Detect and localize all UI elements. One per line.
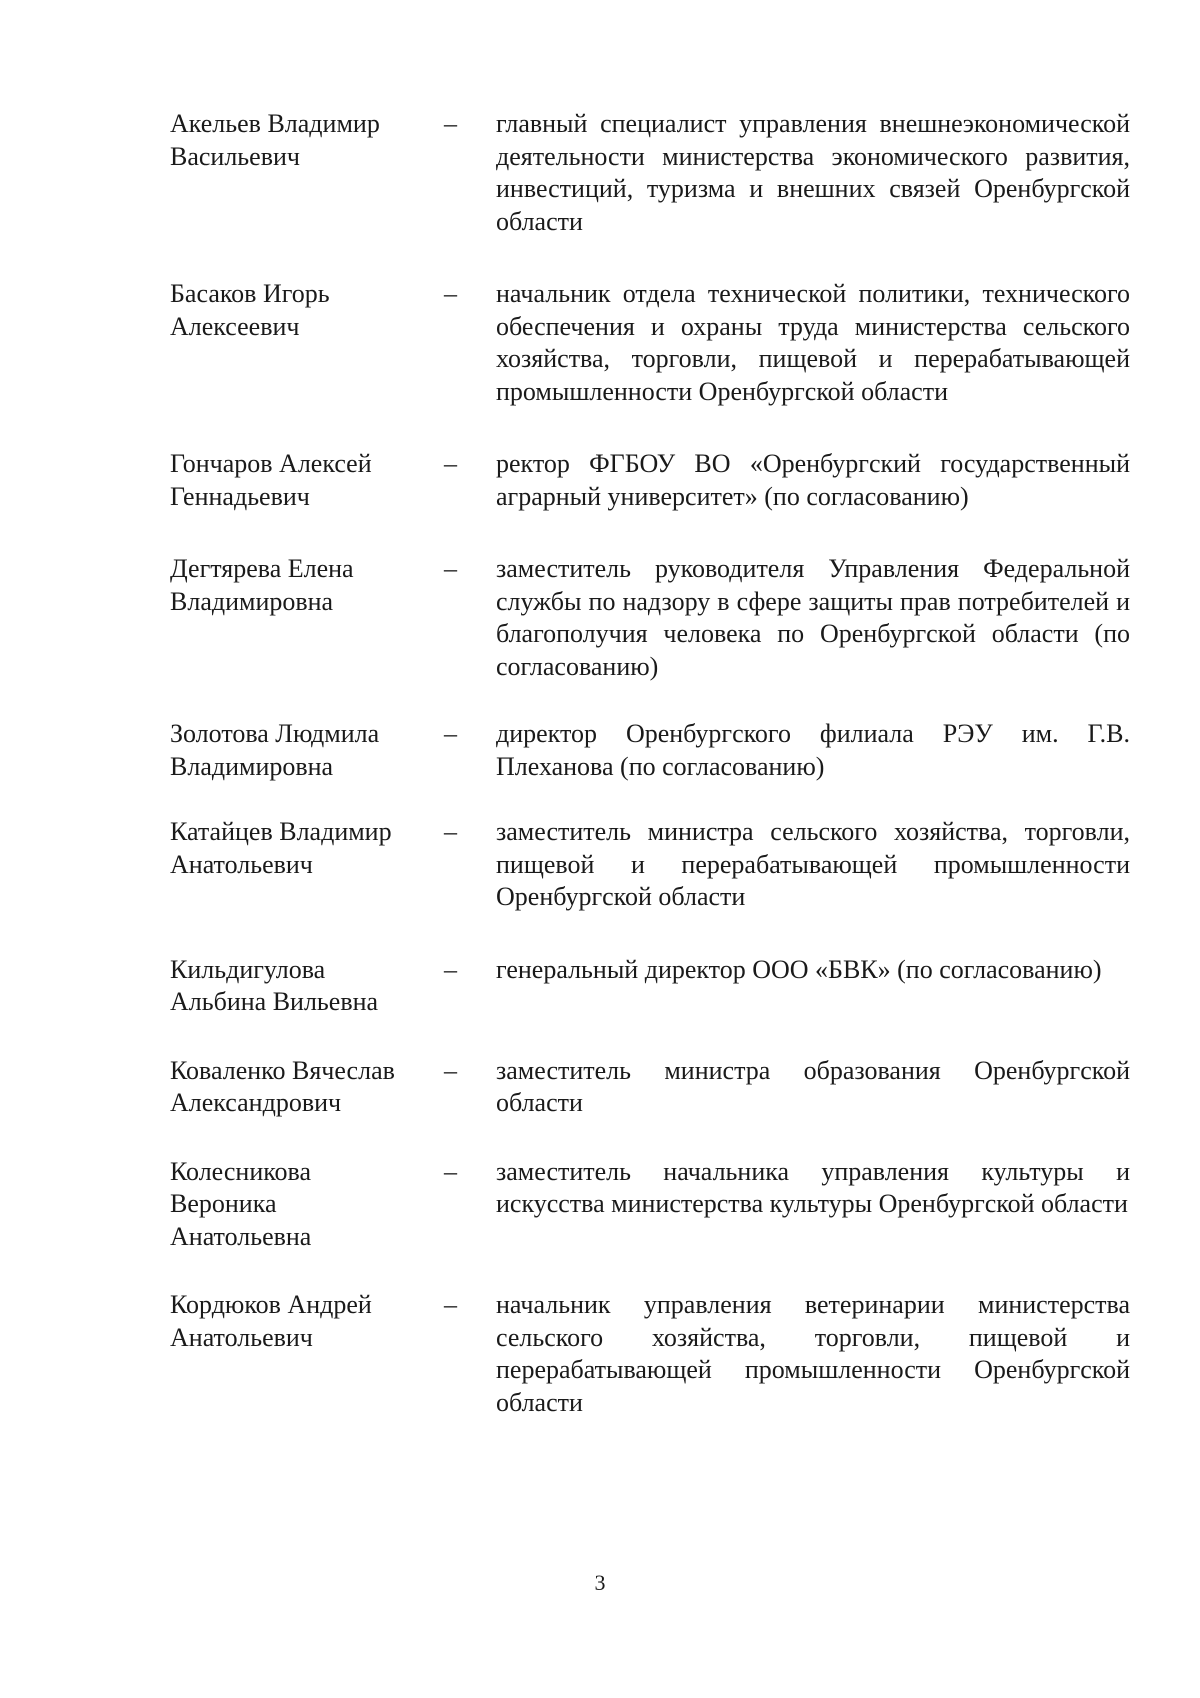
entry-dash: – <box>444 449 457 478</box>
member-name: Золотова Людмила Владимировна <box>170 719 380 781</box>
member-entry <box>170 816 1130 914</box>
member-position: заместитель начальника управления культуры и искусства министерства культуры Оренбургской области <box>496 1156 1130 1218</box>
member-entry <box>170 108 1130 238</box>
member-entry <box>170 1055 1130 1120</box>
entry-dash: – <box>444 1156 457 1186</box>
member-position: заместитель министра сельского хозяйства, торговли, пищевой и перерабатывающей промышленности Оренбургской области <box>496 817 1130 911</box>
member-list <box>170 108 1130 1419</box>
member-position: главный специалист управления внешнеэкономической деятельности министерства экономического развития, инвестиций, туризма и внешних связей Оренбургской области <box>496 109 1130 236</box>
member-name: Дегтярева Елена Владимировна <box>170 554 354 616</box>
member-name: Коваленко Вячеслав Александрович <box>170 1055 395 1117</box>
member-name: Кильдигулова Альбина Вильевна <box>170 954 379 1016</box>
member-entry <box>170 954 1130 1019</box>
member-position: ректор ФГБОУ ВО «Оренбургский государственный аграрный университет» (по согласованию) <box>496 449 1130 511</box>
member-position: генеральный директор ООО «БВК» (по согласованию) <box>496 954 1102 984</box>
entry-dash: – <box>444 954 457 984</box>
entry-dash: – <box>444 1290 457 1319</box>
entry-dash: – <box>444 1055 457 1085</box>
member-position: заместитель министра образования Оренбургской области <box>496 1055 1130 1117</box>
member-entry <box>170 718 1130 783</box>
member-name: Гончаров Алексей Геннадьевич <box>170 449 372 511</box>
entry-dash: – <box>444 109 457 138</box>
entry-dash: – <box>444 279 457 308</box>
member-name: Катайцев Владимир Анатольевич <box>170 817 392 879</box>
member-entry <box>170 1289 1130 1419</box>
member-name: Акельев Владимир Васильевич <box>170 109 380 171</box>
entry-dash: – <box>444 554 457 583</box>
member-position: начальник управления ветеринарии министерства сельского хозяйства, торговли, пищевой и перерабатывающей промышленности Оренбургской области <box>496 1290 1130 1417</box>
entry-dash: – <box>444 719 457 748</box>
member-name: Колесникова Вероника Анатольевна <box>170 1156 312 1251</box>
member-entry <box>170 553 1130 683</box>
member-position: заместитель руководителя Управления Федеральной службы по надзору в сфере защиты прав потребителей и благополучия человека по Оренбургской области (по согласованию) <box>496 554 1130 681</box>
member-name: Кордюков Андрей Анатольевич <box>170 1290 372 1352</box>
entry-dash: – <box>444 817 457 846</box>
page-number: 3 <box>594 1570 606 1595</box>
member-position: начальник отдела технической политики, технического обеспечения и охраны труда министерства сельского хозяйства, торговли, пищевой и перерабатывающей промышленности Оренбургской области <box>496 279 1130 406</box>
member-entry <box>170 448 1130 513</box>
member-entry <box>170 1156 1130 1254</box>
member-entry <box>170 278 1130 408</box>
member-name: Басаков Игорь Алексеевич <box>170 279 330 341</box>
member-position: директор Оренбургского филиала РЭУ им. Г.В. Плеханова (по согласованию) <box>496 719 1130 781</box>
